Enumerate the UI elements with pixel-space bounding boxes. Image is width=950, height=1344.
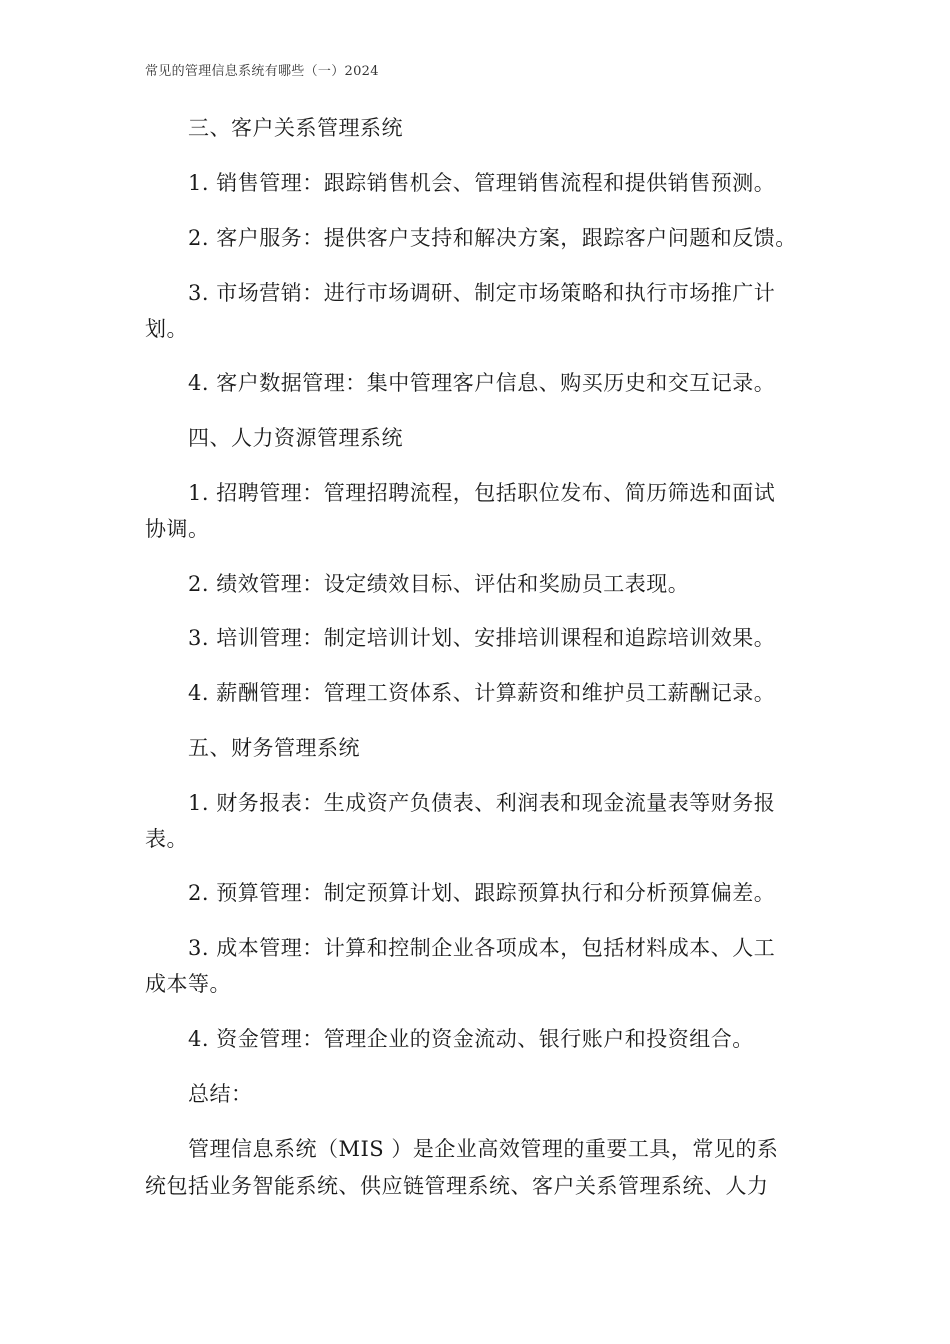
paragraph-line: 管理信息系统（MIS ）是企业高效管理的重要工具，常见的系	[188, 1137, 779, 1161]
paragraph-line: 4. 客户数据管理：集中管理客户信息、购买历史和交互记录。	[188, 371, 776, 395]
paragraph-line: 4. 薪酬管理：管理工资体系、计算薪资和维护员工薪酬记录。	[188, 681, 776, 705]
paragraph-line: 统包括业务智能系统、供应链管理系统、客户关系管理系统、人力	[145, 1174, 769, 1198]
paragraph-line: 划。	[145, 317, 188, 341]
paragraph-line: 协调。	[145, 517, 210, 541]
page-header: 常见的管理信息系统有哪些（一）2024	[145, 64, 379, 79]
paragraph-line: 3. 市场营销：进行市场调研、制定市场策略和执行市场推广计	[188, 281, 776, 305]
paragraph-line: 1. 销售管理：跟踪销售机会、管理销售流程和提供销售预测。	[188, 171, 776, 195]
summary-heading: 总结：	[188, 1082, 253, 1106]
paragraph-line: 3. 成本管理：计算和控制企业各项成本，包括材料成本、人工	[188, 936, 776, 960]
paragraph-line: 1. 招聘管理：管理招聘流程，包括职位发布、简历筛选和面试	[188, 481, 776, 505]
paragraph-line: 表。	[145, 827, 188, 851]
paragraph-line: 2. 绩效管理：设定绩效目标、评估和奖励员工表现。	[188, 572, 690, 596]
section-heading-finance: 五、财务管理系统	[188, 736, 360, 760]
paragraph-line: 成本等。	[145, 972, 231, 996]
paragraph-line: 4. 资金管理：管理企业的资金流动、银行账户和投资组合。	[188, 1027, 754, 1051]
section-heading-hr: 四、人力资源管理系统	[188, 426, 403, 450]
paragraph-line: 1. 财务报表：生成资产负债表、利润表和现金流量表等财务报	[188, 791, 776, 815]
paragraph-line: 3. 培训管理：制定培训计划、安排培训课程和追踪培训效果。	[188, 626, 776, 650]
section-heading-crm: 三、客户关系管理系统	[188, 116, 403, 140]
paragraph-line: 2. 预算管理：制定预算计划、跟踪预算执行和分析预算偏差。	[188, 881, 776, 905]
paragraph-line: 2. 客户服务：提供客户支持和解决方案，跟踪客户问题和反馈。	[188, 226, 797, 250]
